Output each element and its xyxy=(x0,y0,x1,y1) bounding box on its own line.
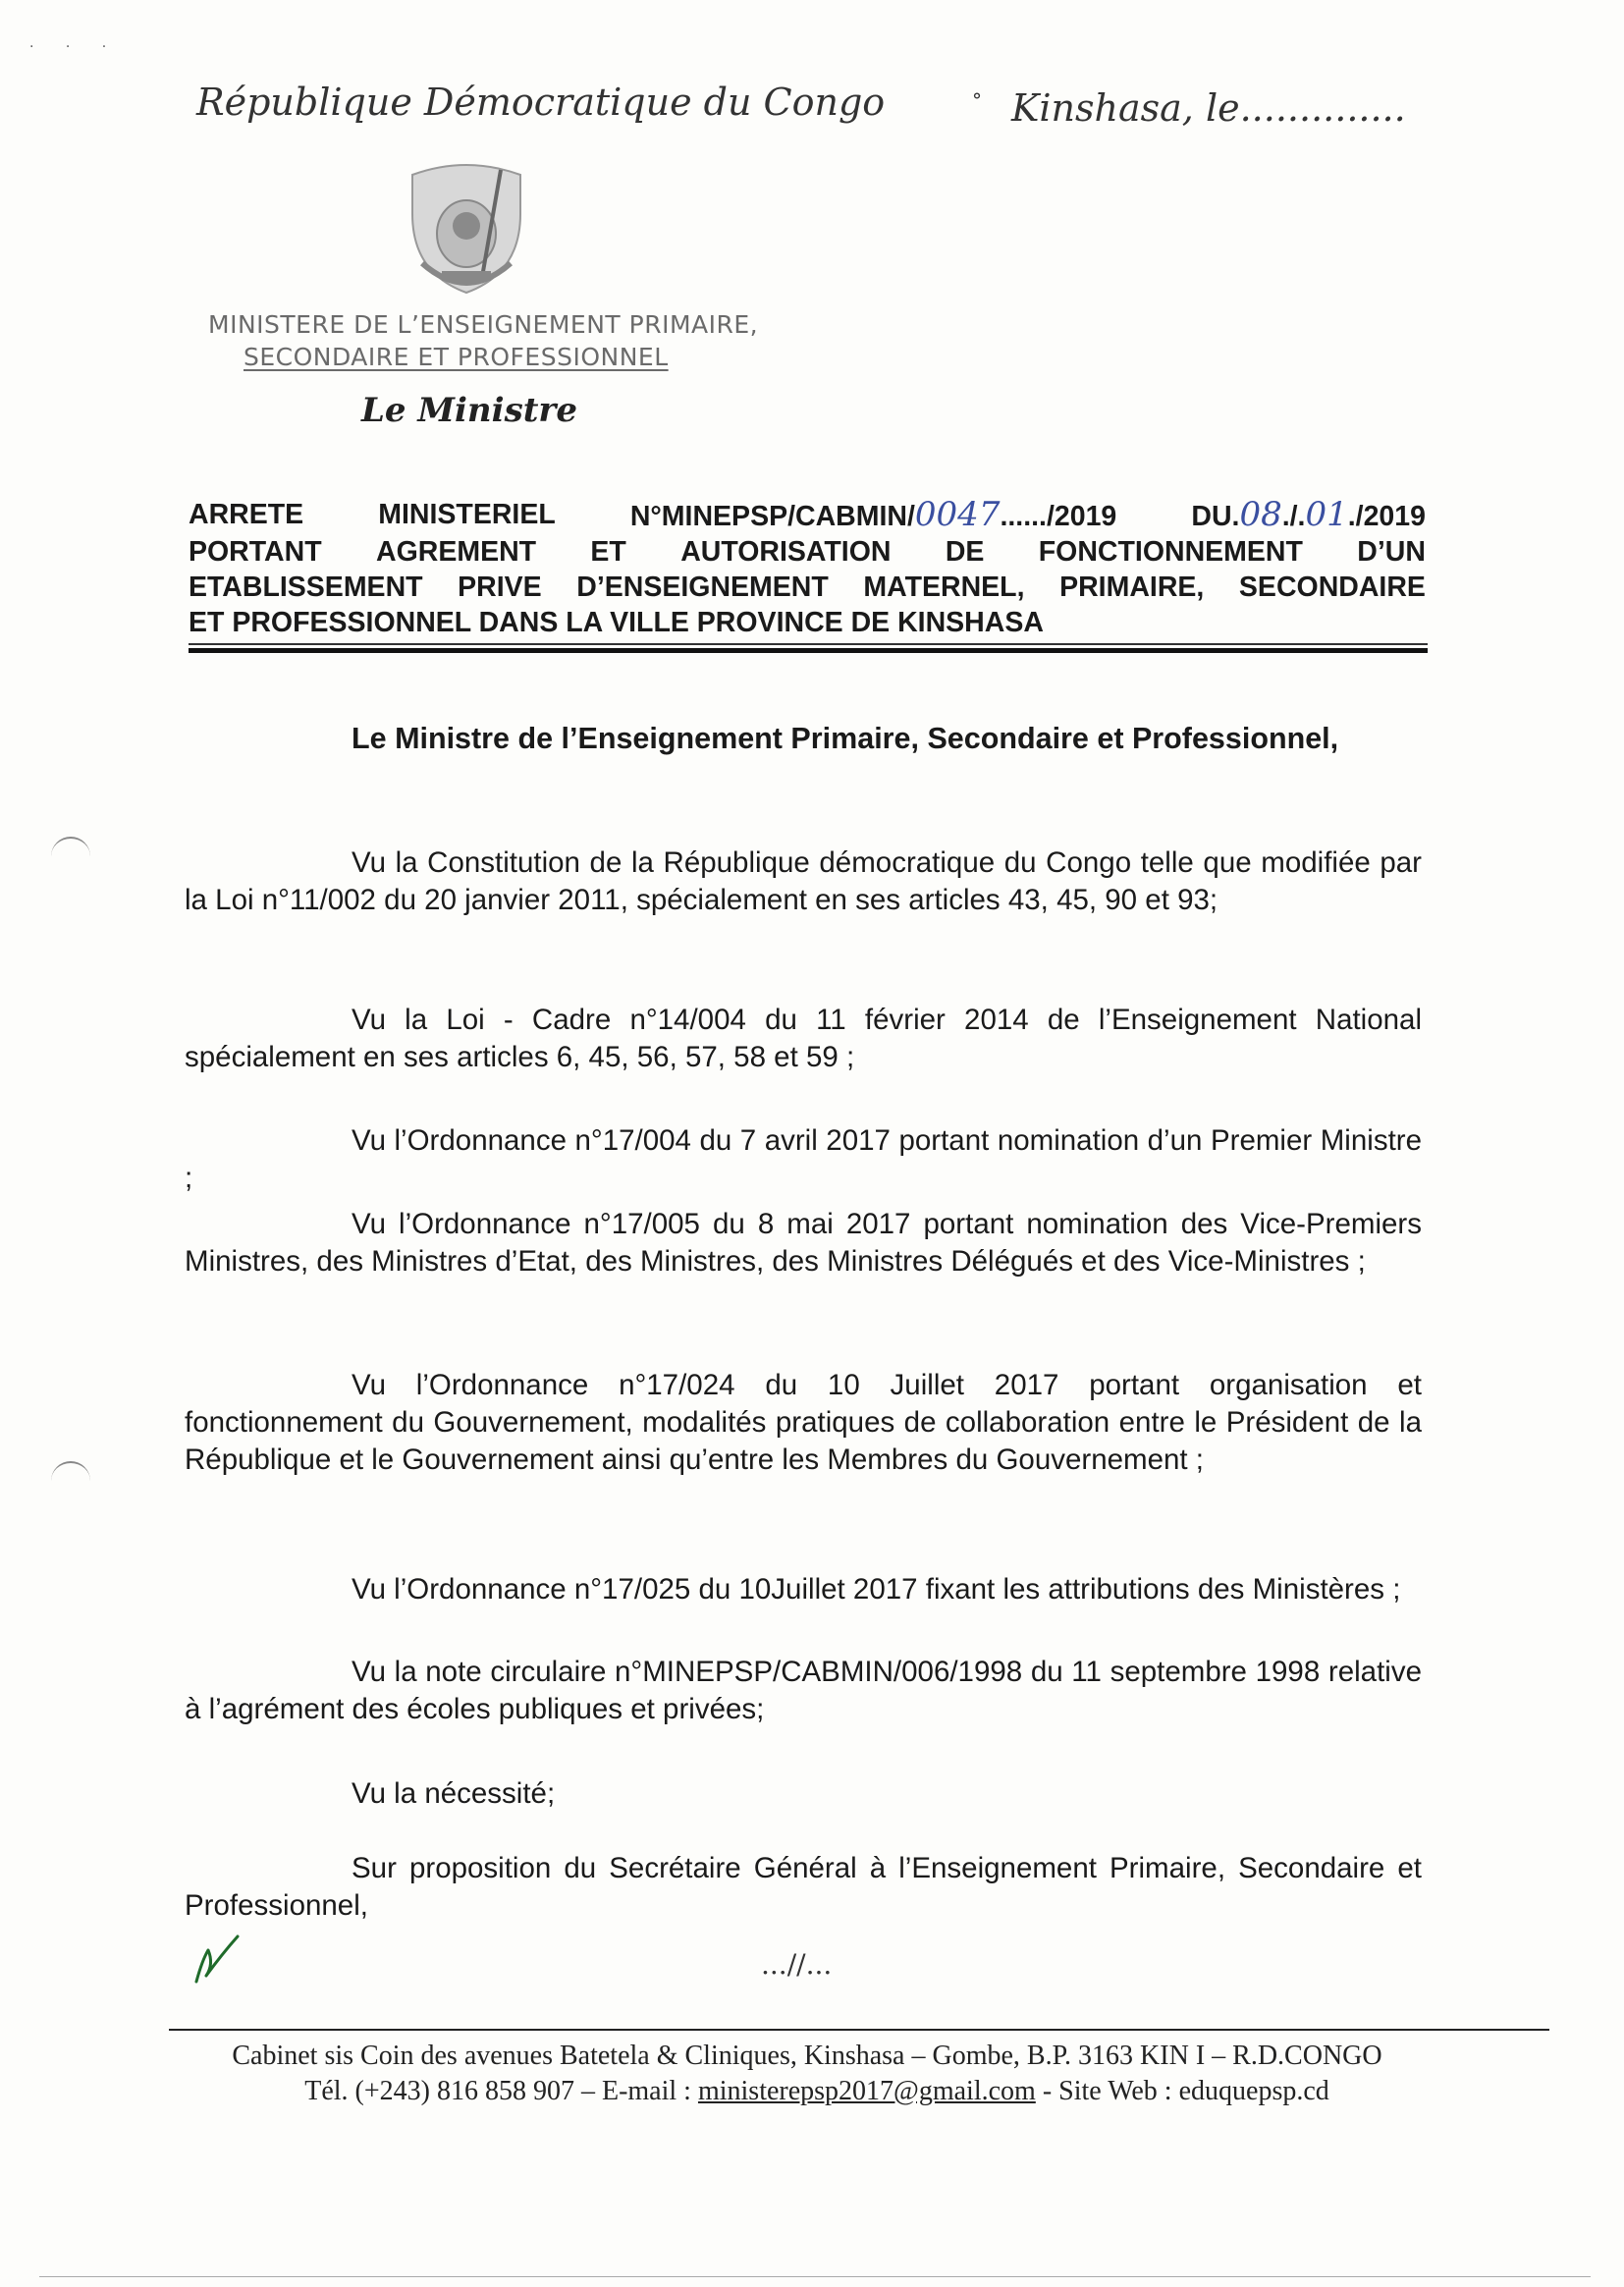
place-date-text: Kinshasa, le.............. xyxy=(1011,86,1406,130)
ministry-line-1: MINISTERE DE L’ENSEIGNEMENT PRIMAIRE, xyxy=(208,310,759,339)
handwritten-check-icon xyxy=(189,1931,247,1989)
scan-marks: · · · xyxy=(29,39,121,55)
consideration-9 xyxy=(185,1850,1422,1925)
decree-word: MINISTERIEL xyxy=(378,499,556,530)
consideration-6 xyxy=(185,1571,1422,1608)
coat-of-arms-emblem xyxy=(383,155,550,302)
footer xyxy=(169,2039,1445,2109)
consideration-4 xyxy=(185,1206,1422,1280)
decree-word: ARRETE xyxy=(189,499,304,530)
decree-number xyxy=(630,497,1116,534)
minister-title: Le Ministre xyxy=(361,391,577,430)
consideration-5 xyxy=(185,1367,1422,1479)
punch-hole-mark xyxy=(51,837,90,860)
decree-number-prefix: N°MINEPSP/CABMIN/ xyxy=(629,501,915,532)
decree-word: FONCTIONNEMENT xyxy=(1038,536,1303,568)
consideration-7 xyxy=(185,1654,1422,1728)
decree-line-3 xyxy=(189,570,1426,605)
decree-word: ET xyxy=(590,536,626,568)
decree-word: PRIVE xyxy=(458,572,542,603)
republic-heading: République Démocratique du Congo xyxy=(196,81,886,124)
page-bottom-edge xyxy=(39,2276,1591,2277)
footer-divider xyxy=(169,2029,1549,2031)
consideration-text: Vu l’Ordonnance n°17/024 du 10 Juillet 2017 portant organisation et fonctionnement du Gouvernement, modalités pratiques de collaboration entre le Président de la République et le Gouvernement ainsi qu’entre les Membres du Gouvernement ; xyxy=(185,1369,1422,1476)
punch-hole-mark xyxy=(51,1461,90,1485)
consideration-2 xyxy=(185,1002,1422,1076)
intro-paragraph xyxy=(185,719,1422,758)
decree-line-2 xyxy=(189,534,1426,570)
decree-word: ETABLISSEMENT xyxy=(189,572,423,603)
footer-phone: Tél. (+243) 816 858 907 – E-mail : xyxy=(304,2076,698,2106)
ministry-line-2: SECONDAIRE ET PROFESSIONNEL xyxy=(244,343,669,371)
decree-word: PRIMAIRE, xyxy=(1059,572,1205,603)
decree-number-suffix: ....../2019 xyxy=(1000,501,1117,532)
handwritten-month: 01 xyxy=(1305,495,1348,534)
footer-email-link[interactable]: ministerepsp2017@gmail.com xyxy=(697,2076,1036,2106)
decree-date-separator: ./. xyxy=(1281,501,1306,532)
decree-title xyxy=(189,497,1426,640)
ministry-name xyxy=(208,310,758,371)
continuation-marker: ...//... xyxy=(761,1948,833,1981)
consideration-text: Sur proposition du Secrétaire Général à l’Enseignement Primaire, Secondaire et Professionnel, xyxy=(185,1852,1422,1922)
consideration-text: Vu l’Ordonnance n°17/004 du 7 avril 2017 portant nomination d’un Premier Ministre ; xyxy=(185,1124,1422,1194)
decree-word: PORTANT xyxy=(189,536,322,568)
footer-contact xyxy=(169,2074,1445,2109)
footer-address: Cabinet sis Coin des avenues Batetela & Cliniques, Kinshasa – Gombe, B.P. 3163 KIN I – R.D.CONGO xyxy=(232,2041,1382,2071)
consideration-8 xyxy=(185,1775,1422,1813)
intro-text: Le Ministre de l’Enseignement Primaire, Secondaire et Professionnel, xyxy=(352,722,1339,755)
place-date: ° Kinshasa, le.............. xyxy=(972,86,1406,130)
decree-date xyxy=(1191,497,1426,534)
title-divider xyxy=(189,648,1428,653)
footer-website: - Site Web : eduquepsp.cd xyxy=(1035,2076,1329,2106)
decree-word: AGREMENT xyxy=(375,536,537,568)
handwritten-number: 0047 xyxy=(914,495,1001,534)
decree-word: DE xyxy=(945,536,985,568)
decree-word: SECONDAIRE xyxy=(1238,572,1426,603)
consideration-text: Vu la Loi - Cadre n°14/004 du 11 février 2014 de l’Enseignement National spécialement en ses articles 6, 45, 56, 57, 58 et 59 ; xyxy=(185,1004,1422,1073)
consideration-text: Vu la nécessité; xyxy=(352,1777,556,1810)
consideration-text: Vu l’Ordonnance n°17/025 du 10Juillet 2017 fixant les attributions des Ministères ; xyxy=(352,1573,1401,1606)
consideration-1 xyxy=(185,844,1422,919)
decree-date-prefix: DU. xyxy=(1191,501,1240,532)
decree-date-year: ./2019 xyxy=(1347,501,1426,532)
consideration-3 xyxy=(185,1122,1422,1197)
title-divider-thin xyxy=(189,643,1428,645)
decree-line-1 xyxy=(189,497,1426,534)
decree-word: D’UN xyxy=(1357,536,1426,568)
handwritten-day: 08 xyxy=(1239,495,1282,534)
decree-line-4: ET PROFESSIONNEL DANS LA VILLE PROVINCE DE KINSHASA xyxy=(189,607,1044,638)
consideration-text: Vu la note circulaire n°MINEPSP/CABMIN/006/1998 du 11 septembre 1998 relative à l’agrément des écoles publiques et privées; xyxy=(185,1656,1422,1725)
consideration-text: Vu l’Ordonnance n°17/005 du 8 mai 2017 portant nomination des Vice-Premiers Ministres, des Ministres d’Etat, des Ministres, des Ministres Délégués et des Vice-Ministres ; xyxy=(185,1208,1422,1278)
decree-word: D’ENSEIGNEMENT xyxy=(576,572,829,603)
decree-word: AUTORISATION xyxy=(680,536,892,568)
consideration-text: Vu la Constitution de la République démocratique du Congo telle que modifiée par la Loi n°11/002 du 20 janvier 2011, spécialement en ses articles 43, 45, 90 et 93; xyxy=(185,846,1422,916)
decree-word: MATERNEL, xyxy=(863,572,1025,603)
